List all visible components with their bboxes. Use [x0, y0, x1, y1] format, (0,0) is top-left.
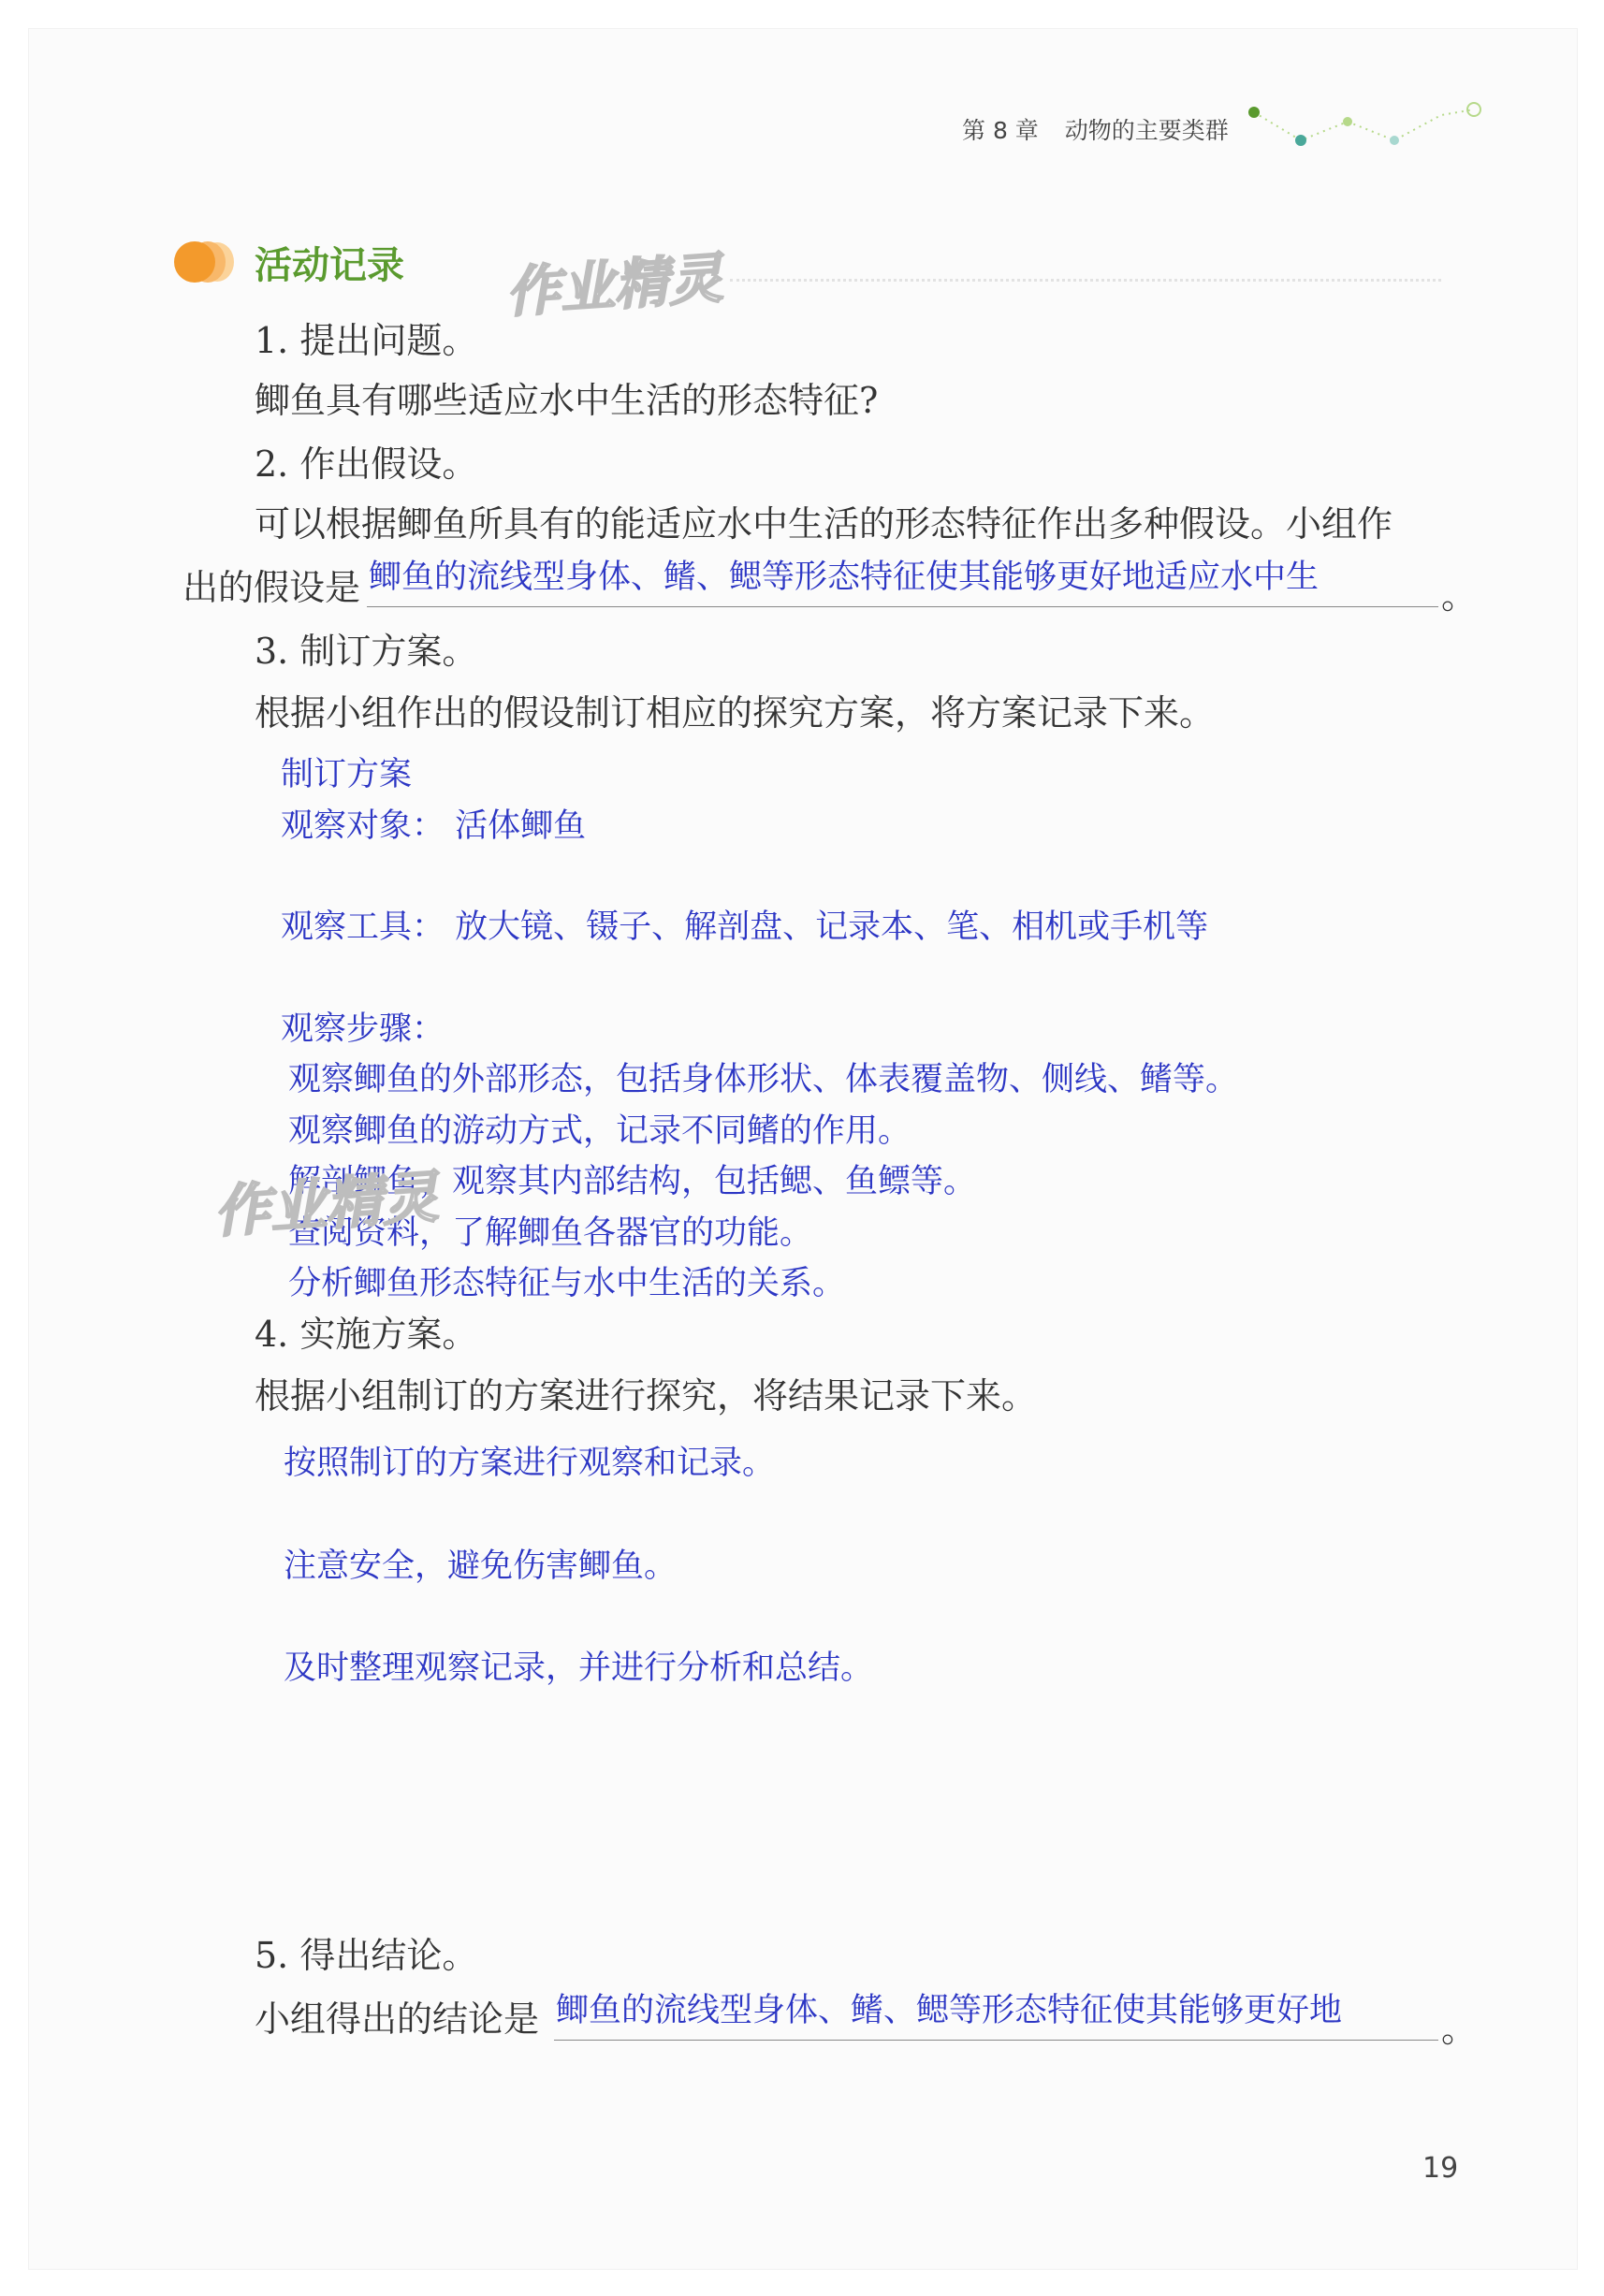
- step-4-title: 4. 实施方案。: [255, 1314, 478, 1355]
- hypothesis-answer-field[interactable]: [367, 554, 1438, 607]
- plan-step-item: 分析鲫鱼形态特征与水中生活的关系。: [288, 1265, 846, 1302]
- plan-step-item: 解剖鲫鱼，观察其内部结构，包括鳃、鱼鳔等。: [288, 1163, 977, 1200]
- watermark-middle: 作业精灵: [211, 1164, 441, 1246]
- result-item: 按照制订的方案进行观察和记录。: [284, 1445, 776, 1482]
- step-1-question: 鲫鱼具有哪些适应水中生活的形态特征?: [255, 380, 879, 421]
- step-4-instruction: 根据小组制订的方案进行探究，将结果记录下来。: [255, 1375, 1038, 1417]
- step-5-prefix: 小组得出的结论是: [255, 1998, 540, 2040]
- plan-step-item: 观察鲫鱼的外部形态，包括身体形状、体表覆盖物、侧线、鳍等。: [288, 1061, 1239, 1098]
- section-badge-icon: [167, 239, 241, 285]
- step-5-title: 5. 得出结论。: [255, 1935, 478, 1976]
- result-item: 及时整理观察记录，并进行分析和总结。: [284, 1649, 874, 1687]
- plan-steps-heading: 观察步骤：: [281, 1010, 445, 1048]
- step-3-title: 3. 制订方案。: [255, 631, 478, 672]
- step-5-period: 。: [1441, 2009, 1478, 2050]
- step-1-title: 1. 提出问题。: [255, 320, 478, 361]
- watermark-top: 作业精灵: [503, 245, 725, 325]
- conclusion-answer-field[interactable]: [554, 1987, 1438, 2041]
- plan-observation-tools: 观察工具： 放大镜、镊子、解剖盘、记录本、笔、相机或手机等: [281, 908, 1209, 946]
- section-title: 活动记录: [255, 244, 404, 287]
- result-item: 注意安全，避免伤害鲫鱼。: [284, 1548, 678, 1585]
- step-3-instruction: 根据小组作出的假设制订相应的探究方案，将方案记录下来。: [255, 692, 1216, 734]
- page-number: 19: [1422, 2152, 1459, 2185]
- step-2-prefix: 出的假设是: [182, 567, 361, 608]
- running-header: [962, 112, 1229, 146]
- plan-observation-object: 观察对象： 活体鲫鱼: [281, 807, 587, 845]
- header-decoration-dots-icon: [1245, 98, 1488, 154]
- chapter-title: 动物的主要类群: [1064, 117, 1229, 144]
- plan-step-item: 观察鲫鱼的游动方式，记录不同鳍的作用。: [288, 1112, 911, 1150]
- conclusion-answer: 鲫鱼的流线型身体、鳍、鳃等形态特征使其能够更好地: [556, 1992, 1343, 2029]
- chapter-number: 第 8 章: [962, 117, 1039, 144]
- step-2-title: 2. 作出假设。: [255, 443, 478, 485]
- step-2-instruction: 可以根据鲫鱼所具有的能适应水中生活的形态特征作出多种假设。小组作: [255, 503, 1393, 545]
- step-2-period: 。: [1441, 575, 1478, 617]
- hypothesis-answer: 鲫鱼的流线型身体、鳍、鳃等形态特征使其能够更好地适应水中生: [369, 559, 1320, 596]
- title-divider: [730, 279, 1441, 282]
- plan-heading: 制订方案: [281, 756, 413, 793]
- plan-step-item: 查阅资料，了解鲫鱼各器官的功能。: [288, 1214, 813, 1252]
